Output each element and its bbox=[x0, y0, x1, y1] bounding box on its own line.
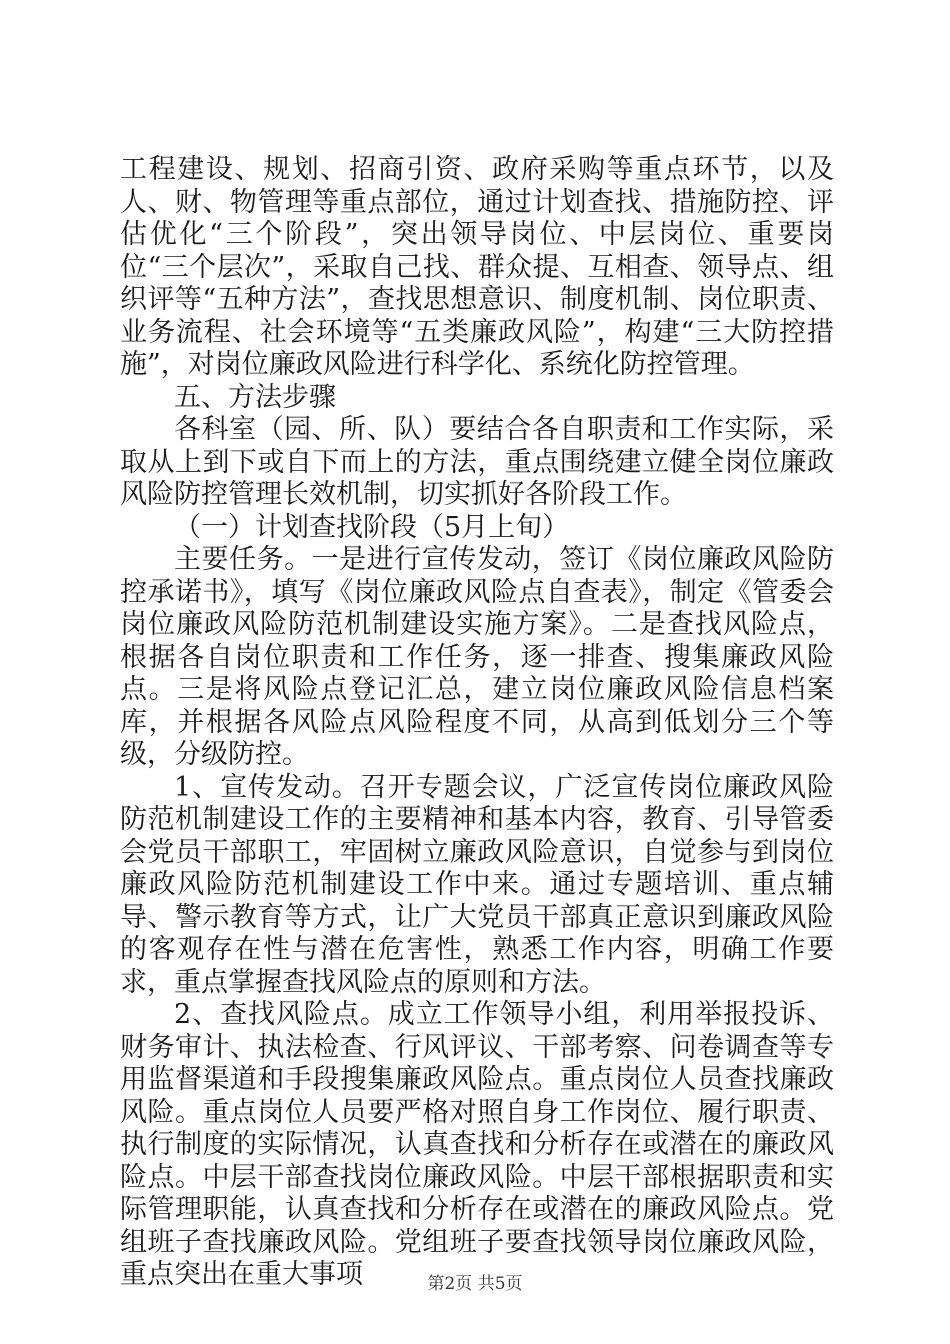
subsection-heading-phase-1: （一）计划查找阶段（5月上旬） bbox=[174, 511, 570, 543]
section-heading-methods: 五、方法步骤 bbox=[174, 381, 336, 413]
paragraph-continuation: 工程建设、规划、招商引资、政府采购等重点环节，以及人、财、物管理等重点部位，通过计划查找、措施防控、评估优化“三个阶段”，突出领导岗位、中层岗位、重要岗位“三个层次”，采取自己找、群众提、互相查、领导点、组织评等“五种方法”，查找思想意识、制度机制、岗位职责、业务流程、社会环境等“五类廉政风险”，构建“三大防控措施”，对岗位廉政风险进行科学化、系统化防控管理。 bbox=[120, 154, 834, 380]
document-body bbox=[120, 154, 834, 1292]
page-footer: 第2页 共5页 bbox=[427, 1274, 523, 1294]
paragraph-methods-intro: 各科室（园、所、队）要结合各自职责和工作实际，采取从上到下或自下而上的方法，重点围绕建立健全岗位廉政风险防控管理长效机制，切实抓好各阶段工作。 bbox=[120, 414, 834, 510]
paragraph-main-tasks: 主要任务。一是进行宣传发动，签订《岗位廉政风险防控承诺书》，填写《岗位廉政风险点自查表》，制定《管委会岗位廉政风险防范机制建设实施方案》。二是查找风险点，根据各自岗位职责和工作任务，逐一排查、搜集廉政风险点。三是将风险点登记汇总，建立岗位廉政风险信息档案库，并根据各风险点风险程度不同，从高到低划分三个等级，分级防控。 bbox=[120, 544, 834, 770]
paragraph-find-risk-points: 2、查找风险点。成立工作领导小组，利用举报投诉、财务审计、执法检查、行风评议、干部考察、问卷调查等专用监督渠道和手段搜集廉政风险点。重点岗位人员查找廉政风险。重点岗位人员要严格对照自身工作岗位、履行职责、执行制度的实际情况，认真查找和分析存在或潜在的廉政风险点。中层干部查找岗位廉政风险。中层干部根据职责和实际管理职能，认真查找和分析存在或潜在的廉政风险点。党组班子查找廉政风险。党组班子要查找领导岗位廉政风险，重点突出在重大事项 bbox=[120, 999, 834, 1290]
paragraph-publicity: 1、宣传发动。召开专题会议，广泛宣传岗位廉政风险防范机制建设工作的主要精神和基本内容，教育、引导管委会党员干部职工，牢固树立廉政风险意识，自觉参与到岗位廉政风险防范机制建设工作中来。通过专题培训、重点辅导、警示教育等方式，让广大党员干部真正意识到廉政风险的客观存在性与潜在危害性，熟悉工作内容，明确工作要求，重点掌握查找风险点的原则和方法。 bbox=[120, 771, 834, 998]
